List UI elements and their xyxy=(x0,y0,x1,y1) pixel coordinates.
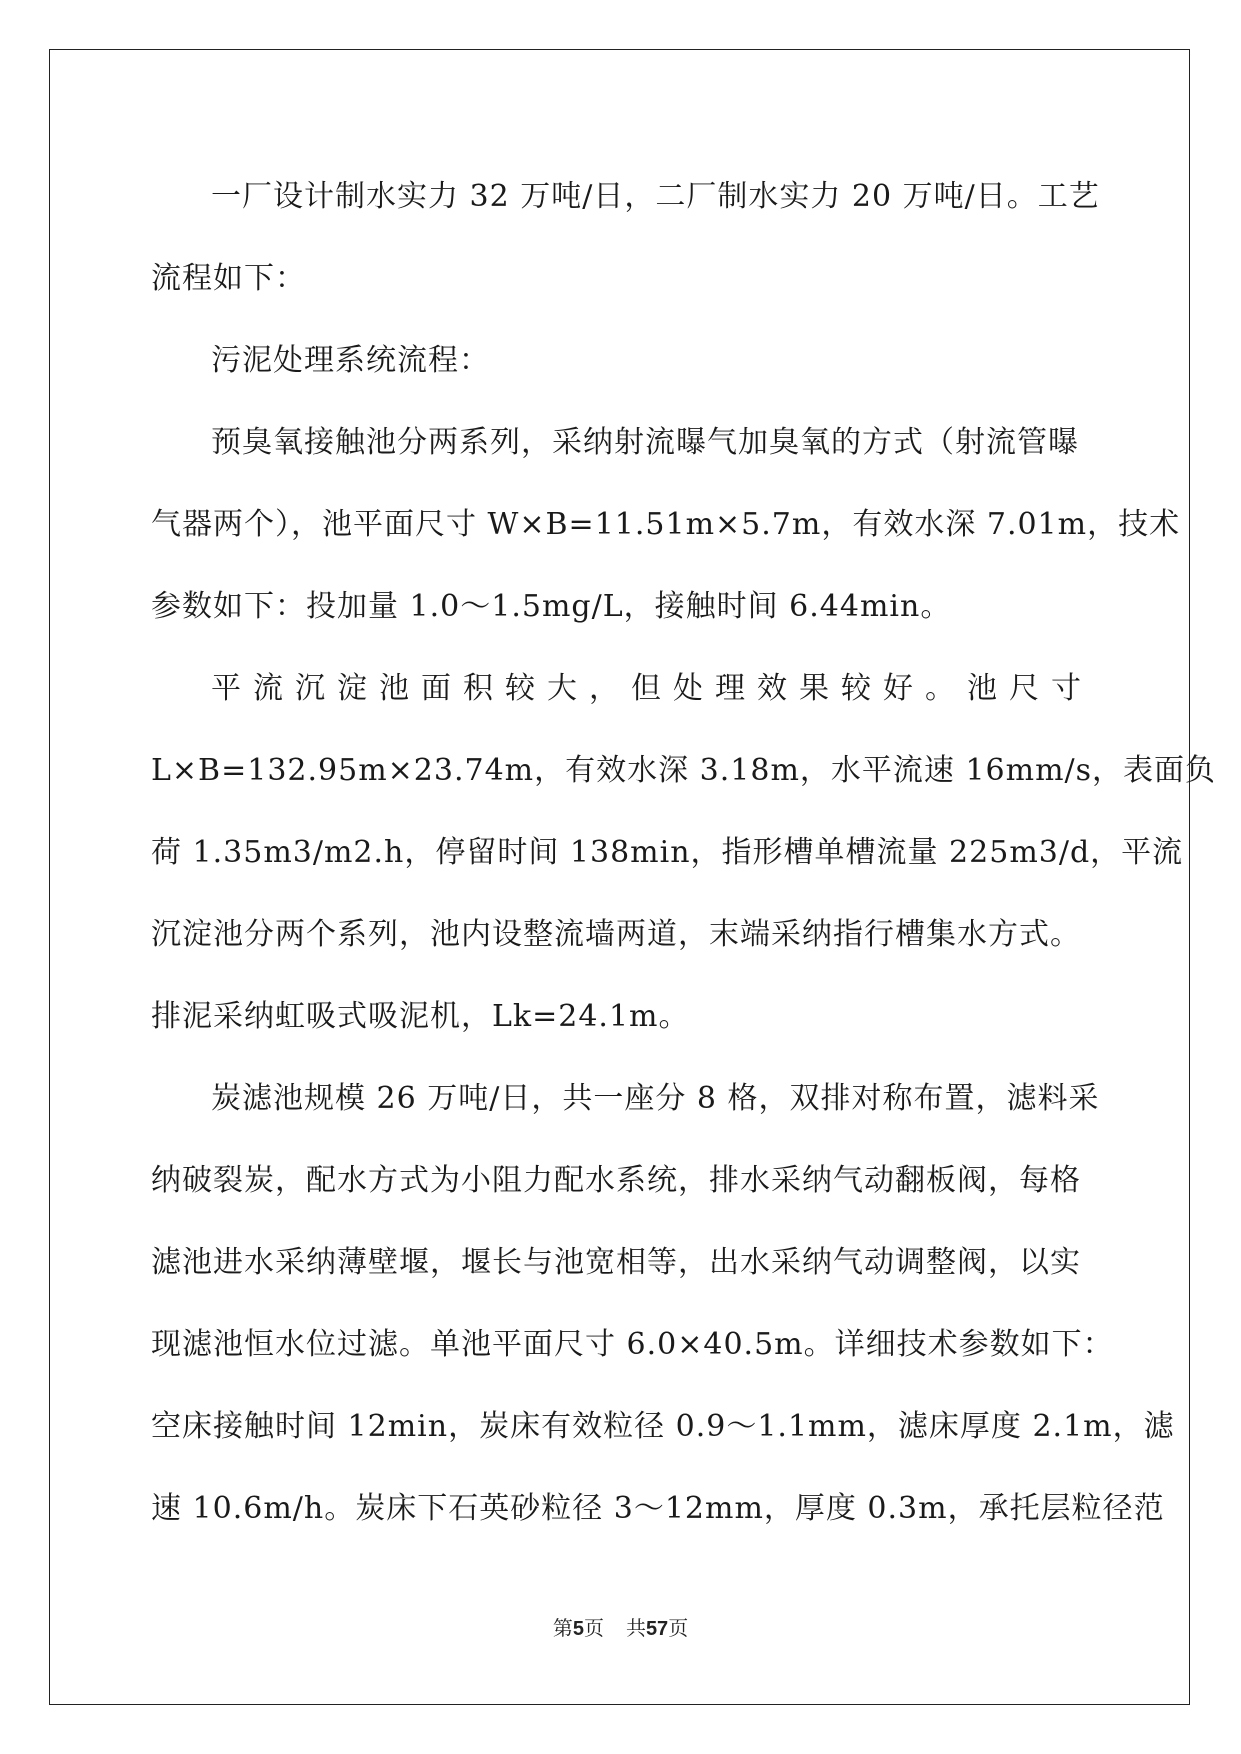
paragraph-line: 纳破裂炭，配水方式为小阻力配水系统，排水采纳气动翻板阀，每格 xyxy=(151,1163,1081,1198)
paragraph-line: 速 10.6m/h。炭床下石英砂粒径 3～12mm，厚度 0.3m，承托层粒径范 xyxy=(151,1491,1165,1526)
paragraph-line: 流程如下： xyxy=(151,261,306,296)
paragraph-line: 预臭氧接触池分两系列，采纳射流曝气加臭氧的方式（射流管曝 xyxy=(211,425,1079,460)
paragraph-line: 气器两个），池平面尺寸 W×B=11.51m×5.7m，有效水深 7.01m，技术 xyxy=(151,507,1181,542)
page-number: 5 xyxy=(572,1618,584,1640)
paragraph-line: 滤池进水采纳薄壁堰，堰长与池宽相等，出水采纳气动调整阀，以实 xyxy=(151,1245,1081,1280)
page-suffix: 页 xyxy=(583,1616,604,1640)
section-heading: 污泥处理系统流程： xyxy=(211,343,490,378)
page-footer xyxy=(0,1612,1241,1641)
page-prefix: 第 xyxy=(552,1616,573,1640)
paragraph-line: 平流沉淀池面积较大，但处理效果较好。池尺寸 xyxy=(211,671,1082,706)
paragraph-line: 空床接触时间 12min，炭床有效粒径 0.9～1.1mm，滤床厚度 2.1m，滤 xyxy=(151,1409,1175,1444)
paragraph-line: 参数如下：投加量 1.0～1.5mg/L，接触时间 6.44min。 xyxy=(151,589,952,624)
paragraph-line: 一厂设计制水实力 32 万吨/日，二厂制水实力 20 万吨/日。工艺 xyxy=(211,179,1100,214)
paragraph-line: 排泥采纳虹吸式吸泥机，Lk=24.1m。 xyxy=(151,999,690,1034)
total-suffix: 页 xyxy=(668,1616,689,1640)
total-pages: 57 xyxy=(645,1618,669,1640)
paragraph-line: 现滤池恒水位过滤。单池平面尺寸 6.0×40.5m。详细技术参数如下： xyxy=(151,1327,1114,1362)
paragraph-line: L×B=132.95m×23.74m，有效水深 3.18m，水平流速 16mm/s，表面负 xyxy=(151,753,1217,788)
paragraph-line: 炭滤池规模 26 万吨/日，共一座分 8 格，双排对称布置，滤料采 xyxy=(211,1081,1100,1116)
paragraph-line: 荷 1.35m3/m2.h，停留时间 138min，指形槽单槽流量 225m3/d，平流 xyxy=(151,835,1184,870)
document-body xyxy=(151,156,1217,1550)
total-prefix: 共 xyxy=(625,1616,646,1640)
paragraph-line: 沉淀池分两个系列，池内设整流墙两道，末端采纳指行槽集水方式。 xyxy=(151,917,1081,952)
